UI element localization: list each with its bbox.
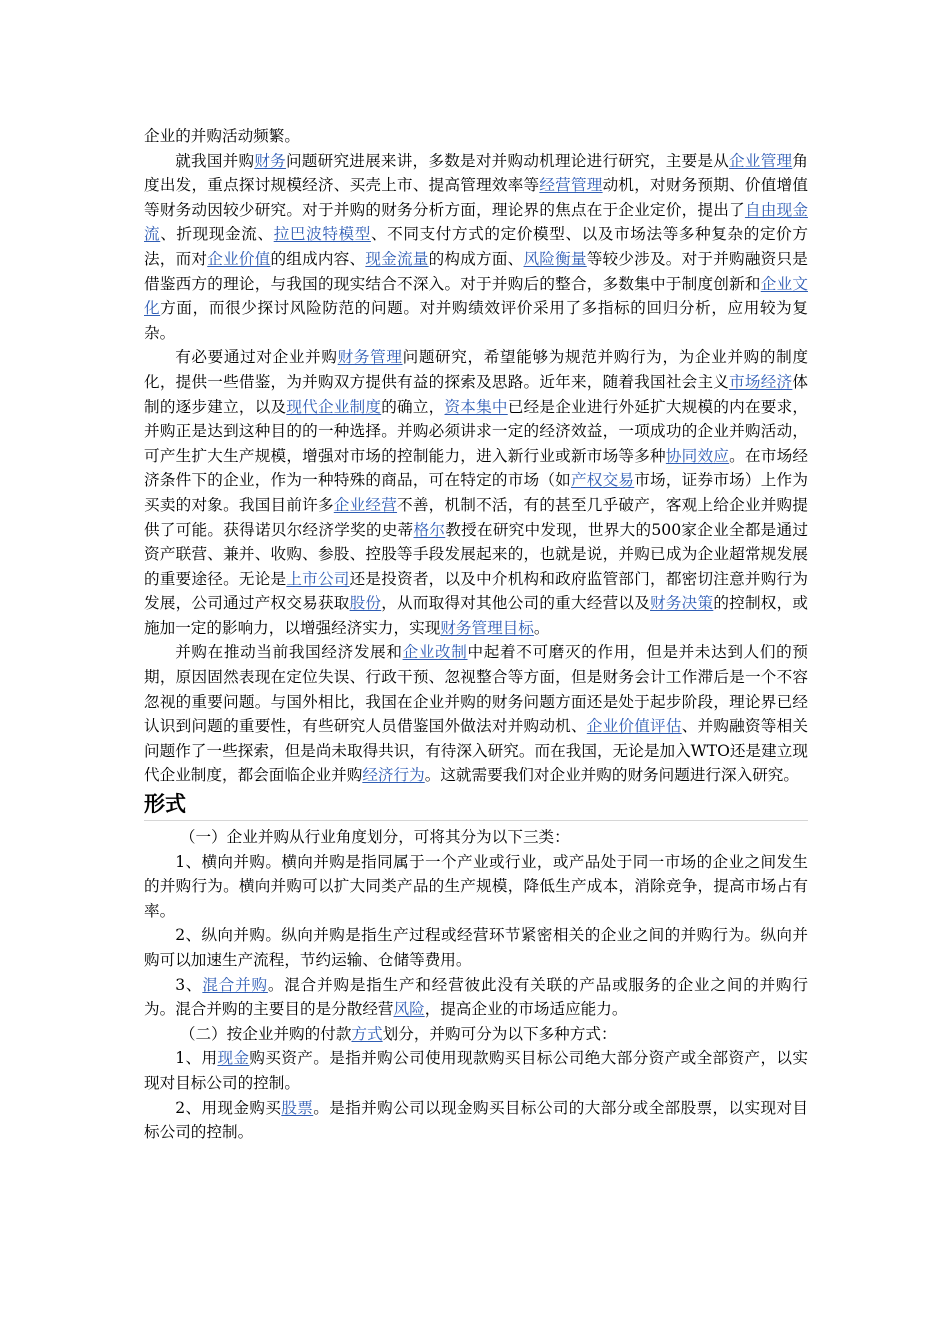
paragraph-text: 等较少涉及。对于并购融资只是借鉴西方的理论，与我国的现实结合不深入。对于并购后的整合，多数集中于制度创新和: [144, 249, 808, 293]
paragraph-text: 购买资产。是指并购公司使用现款购买目标公司绝大部分资产或全部资产，以实现对目标公司的控制。: [144, 1049, 808, 1092]
term-link[interactable]: 财务: [254, 151, 286, 170]
term-link[interactable]: 企业文化: [144, 274, 808, 318]
paragraph-text: 动机，对财务预期、价值增值等财务动因较少研究。对于并购的财务分析方面，理论界的焦点在于企业定价，提出了: [144, 176, 808, 219]
paragraph-text: 。这就需要我们对企业并购的财务问题进行深入研究。: [424, 766, 799, 785]
paragraph-text: 。在市场经济条件下的企业，作为一种特殊的商品，可在特定的市场（如: [144, 446, 808, 490]
paragraph-text: 的组成内容、: [270, 249, 366, 268]
term-link[interactable]: 财务管理: [337, 348, 403, 367]
paragraph-text: 方面，而很少探讨风险防范的问题。对并购绩效评价采用了多指标的回归分析，应用较为复杂。: [144, 299, 808, 342]
paragraph-text: ，提高企业的市场适应能力。: [424, 1000, 628, 1019]
paragraph-text: 。混合并购是指生产和经营彼此没有关联的产品或服务的企业之间的并购行为。混合并购的主要目的是分散经营: [144, 975, 808, 1019]
section-title: 形式: [144, 790, 808, 821]
paragraph-text: 中起着不可磨灭的作用，但是并未达到人们的预期，原因固然表现在定位失误、行政干预、忽视整合等方面，但是财务会计工作滞后是一个不容忽视的重要问题。与国外相比，我国在企业并购的财务问题方面还是处于起步阶段，理论界已经认识到问题的重要性，有些研究人员借鉴国外做法对并购动机、: [144, 643, 808, 736]
paragraph-text: 就我国并购: [175, 151, 255, 170]
paragraph-text: 。: [533, 618, 550, 637]
paragraph-text: 、折现现金流、: [160, 225, 274, 244]
term-link[interactable]: 风险: [393, 1000, 425, 1019]
paragraph: [144, 1046, 808, 1095]
paragraph: [144, 825, 808, 850]
paragraph-text: 的控制权，或施加一定的影响力，以增强经济实力，实现: [144, 594, 808, 637]
term-link[interactable]: 方式: [351, 1024, 383, 1043]
paragraph-text: 体制的逐步建立，以及: [144, 372, 808, 416]
paragraph-text: 问题研究，希望能够为规范并购行为，为企业并购的制度化，提供一些借鉴，为并购双方提供有益的探索及思路。近年来，随着我国社会主义: [144, 348, 808, 391]
term-link[interactable]: 格尔: [413, 520, 446, 539]
term-link[interactable]: 企业管理: [729, 151, 793, 170]
paragraph-text: 划分，并购可分为以下多种方式：: [382, 1024, 617, 1043]
term-link[interactable]: 股份: [349, 594, 382, 613]
term-link[interactable]: 现金流量: [365, 249, 429, 268]
term-link[interactable]: 现代企业制度: [286, 397, 382, 416]
paragraph: [144, 124, 808, 149]
paragraph-text: （一）企业并购从行业角度划分，可将其分为以下三类：: [179, 828, 570, 847]
paragraph-text: 3、: [175, 975, 203, 994]
term-link[interactable]: 企业经营: [333, 495, 398, 514]
term-link[interactable]: 企业改制: [402, 643, 468, 662]
term-link[interactable]: 企业价值: [207, 249, 271, 268]
paragraph-text: 的构成方面、: [428, 249, 524, 268]
paragraph-text: 2、用现金购买: [175, 1098, 282, 1117]
term-link[interactable]: 拉巴波特模型: [273, 225, 371, 244]
paragraph-text: 、不同支付方式的定价模型、以及市场法等多种复杂的定价方法，而对: [144, 225, 808, 268]
term-link[interactable]: 企业价值评估: [586, 717, 682, 736]
term-link[interactable]: 自由现金流: [144, 200, 808, 244]
term-link[interactable]: 产权交易: [570, 471, 635, 490]
paragraph-text: 不善，机制不活，有的甚至几乎破产，客观上给企业并购提供了可能。获得诺贝尔经济学奖的史蒂: [144, 495, 808, 539]
paragraph-text: 并购在推动当前我国经济发展和: [175, 643, 403, 662]
term-link[interactable]: 财务决策: [650, 594, 714, 613]
paragraph: [144, 149, 808, 346]
paragraph-text: 还是投资者，以及中介机构和政府监管部门，都密切注意并购行为发展，公司通过产权交易获取: [144, 569, 808, 613]
paragraph-text: 市场，证券市场）上作为买卖的对象。我国目前许多: [144, 471, 808, 514]
document-body: [144, 124, 808, 1145]
paragraph-text: 的确立，: [381, 397, 445, 416]
paragraph-text: 有必要通过对企业并购: [175, 348, 338, 367]
term-link[interactable]: 经济行为: [362, 766, 425, 785]
term-link[interactable]: 现金: [217, 1049, 250, 1068]
paragraph-text: （二）按企业并购的付款: [179, 1024, 352, 1043]
term-link[interactable]: 财务管理目标: [440, 618, 534, 637]
term-link[interactable]: 风险衡量: [523, 249, 587, 268]
intro-paragraphs: [144, 124, 808, 788]
paragraph: [144, 973, 808, 1022]
section-paragraphs: [144, 825, 808, 1145]
paragraph: [144, 923, 808, 972]
paragraph-text: 角度出发，重点探讨规模经济、买壳上市、提高管理效率等: [144, 151, 808, 195]
paragraph-text: 已经是企业进行外延扩大规模的内在要求，并购正是达到这种目的的一种选择。并购必须讲求一定的经济效益，一项成功的企业并购活动，可产生扩大生产规模，增强对市场的控制能力，进入新行业或新市场等多种: [144, 397, 808, 465]
term-link[interactable]: 股票: [281, 1098, 314, 1117]
paragraph-text: 2、纵向并购。纵向并购是指生产过程或经营环节紧密相关的企业之间的并购行为。纵向并购可以加速生产流程，节约运输、仓储等费用。: [144, 926, 808, 969]
term-link[interactable]: 混合并购: [202, 975, 268, 994]
term-link[interactable]: 上市公司: [286, 569, 350, 588]
paragraph-text: 、并购融资等相关问题作了一些探索，但是尚未取得共识，有待深入研究。而在我国，无论是加入WTO还是建立现代企业制度，都会面临企业并购: [144, 717, 808, 785]
paragraph-text: 。是指并购公司以现金购买目标公司的大部分或全部股票，以实现对目标公司的控制。: [144, 1098, 808, 1142]
term-link[interactable]: 经营管理: [539, 176, 603, 195]
paragraph-text: ，从而取得对其他公司的重大经营以及: [381, 594, 651, 613]
paragraph-text: 问题研究进展来讲，多数是对并购动机理论进行研究，主要是从: [285, 151, 730, 170]
paragraph-text: 教授在研究中发现，世界大的500家企业全都是通过资产联营、兼并、收购、参股、控股等手段发展起来的，也就是说，并购已成为企业超常规发展的重要途径。无论是: [144, 520, 808, 588]
term-link[interactable]: 协同效应: [665, 446, 730, 465]
paragraph: [144, 640, 808, 788]
term-link[interactable]: 市场经济: [729, 372, 793, 391]
paragraph: [144, 1096, 808, 1145]
term-link[interactable]: 资本集中: [444, 397, 508, 416]
paragraph: [144, 850, 808, 924]
paragraph: [144, 345, 808, 640]
paragraph: [144, 1022, 808, 1047]
paragraph-text: 1、横向并购。横向并购是指同属于一个产业或行业，或产品处于同一市场的企业之间发生的并购行为。横向并购可以扩大同类产品的生产规模，降低生产成本，消除竞争，提高市场占有率。: [144, 852, 808, 920]
paragraph-text: 1、用: [175, 1049, 218, 1068]
paragraph-text: 企业的并购活动频繁。: [144, 127, 300, 145]
